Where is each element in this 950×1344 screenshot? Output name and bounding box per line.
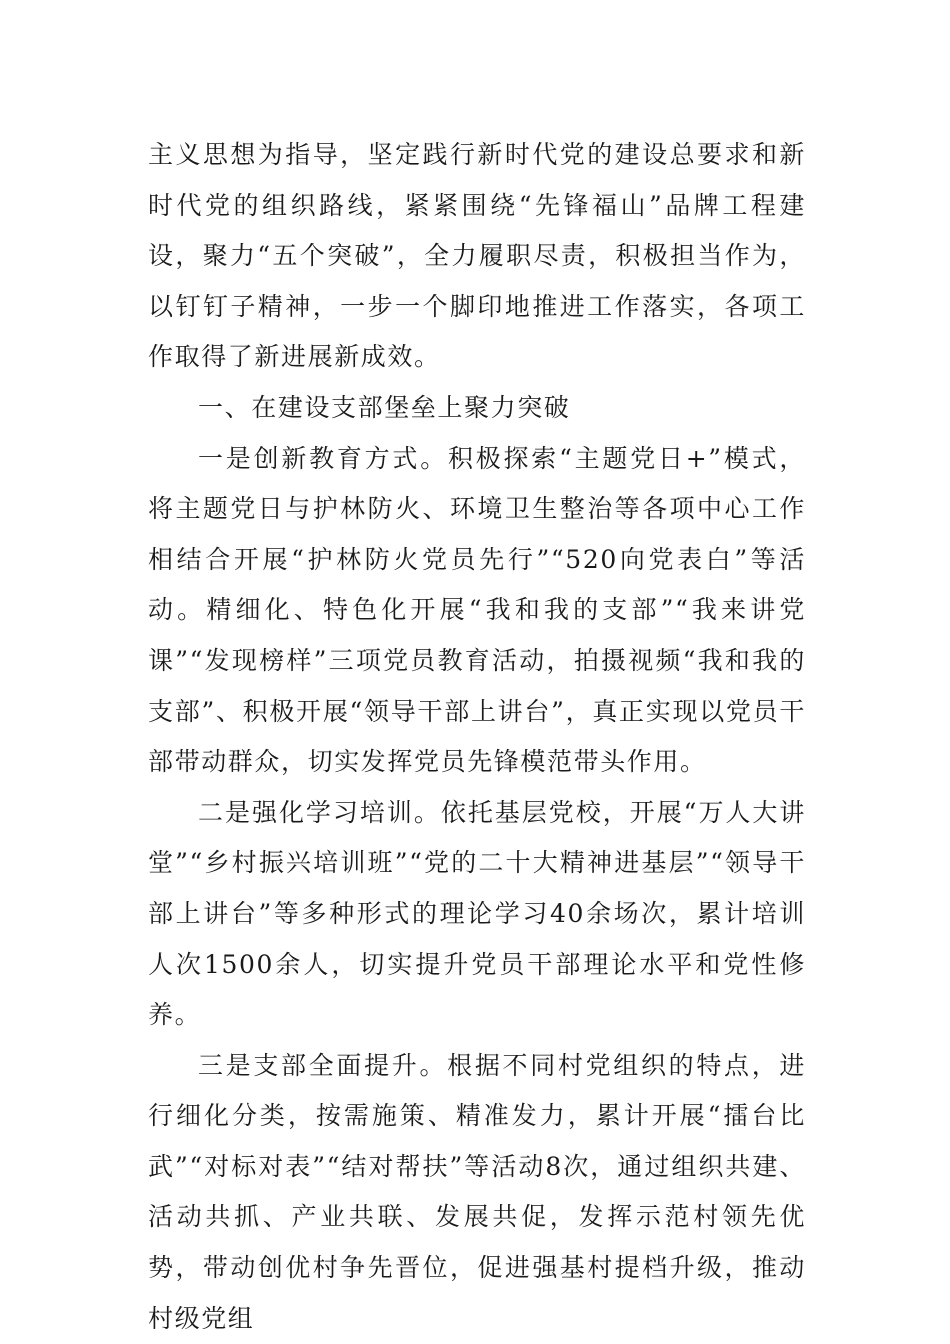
section-heading: 一、在建设支部堡垒上聚力突破 bbox=[198, 392, 571, 422]
paragraph-item-2: 二是强化学习培训。依托基层党校，开展“万人大讲堂”“乡村振兴培训班”“党的二十大精神进基层”“领导干部上讲台”等多种形式的理论学习40余场次，累计培训人次1500余人，切实提升党员干部理论水平和党性修养。 bbox=[148, 797, 806, 1030]
paragraph-intro: 主义思想为指导，坚定践行新时代党的建设总要求和新时代党的组织路线，紧紧围绕“先锋福山”品牌工程建设，聚力“五个突破”，全力履职尽责，积极担当作为，以钉钉子精神，一步一个脚印地推进工作落实，各项工作取得了新进展新成效。 bbox=[148, 140, 806, 372]
paragraph-item-1: 一是创新教育方式。积极探索“主题党日+”模式，将主题党日与护林防火、环境卫生整治等各项中心工作相结合开展“护林防火党员先行”“520向党表白”等活动。精细化、特色化开展“我和我的支部”“我来讲党课”“发现榜样”三项党员教育活动，拍摄视频“我和我的支部”、积极开展“领导干部上讲台”，真正实现以党员干部带动群众，切实发挥党员先锋模范带头作用。 bbox=[148, 443, 806, 777]
document-body bbox=[148, 130, 806, 1344]
paragraph-item-3: 三是支部全面提升。根据不同村党组织的特点，进行细化分类，按需施策、精准发力，累计开展“擂台比武”“对标对表”“结对帮扶”等活动8次，通过组织共建、活动共抓、产业共联、发展共促，发挥示范村领先优势，带动创优村争先晋位，促进强基村提档升级，推动村级党组 bbox=[148, 1050, 806, 1333]
